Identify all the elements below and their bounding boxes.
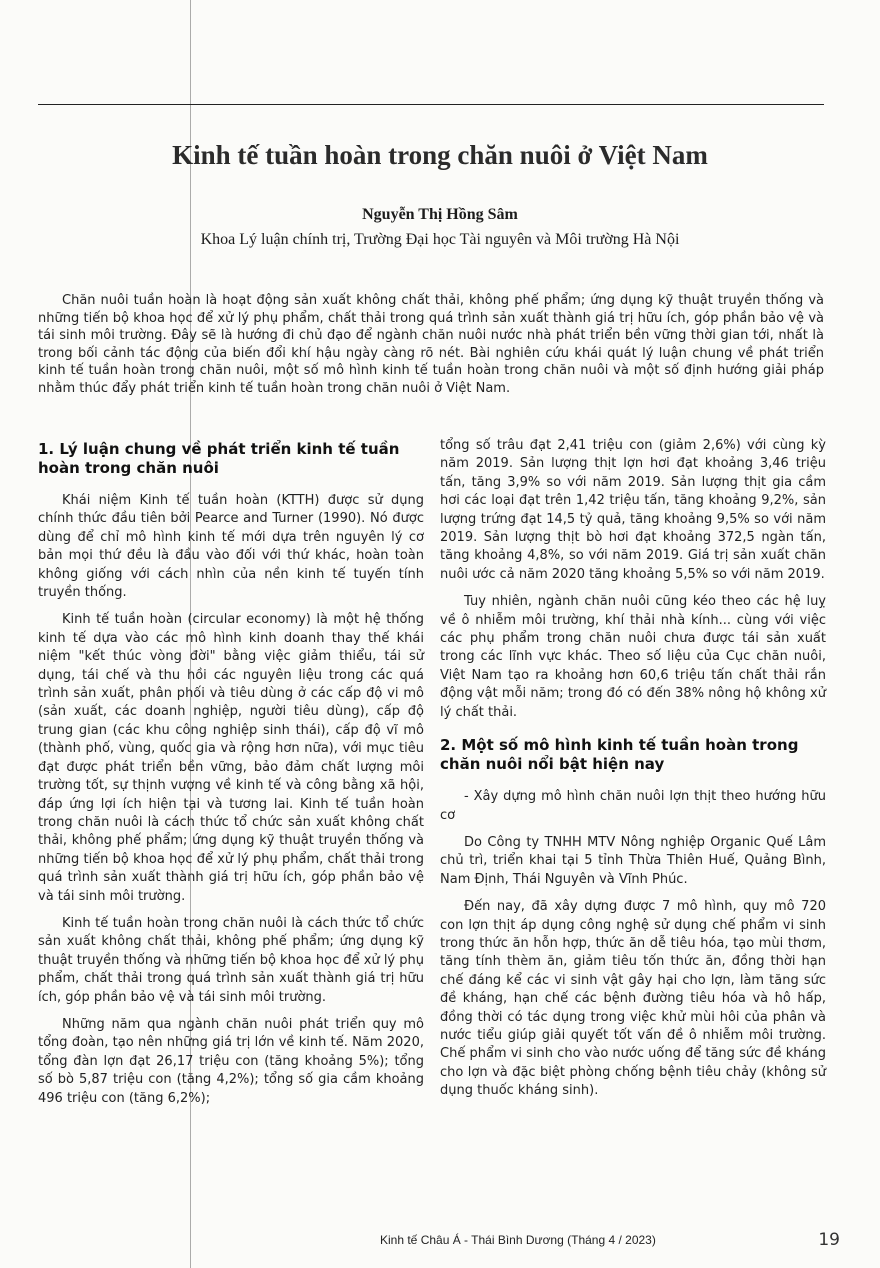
header-rule [38, 104, 824, 105]
article-title: Kinh tế tuần hoàn trong chăn nuôi ở Việt Nam [172, 140, 708, 170]
author-affiliation: Khoa Lý luận chính trị, Trường Đại học Tài nguyên và Môi trường Hà Nội [200, 231, 680, 248]
right-column [440, 437, 826, 1110]
paragraph: Do Công ty TNHH MTV Nông nghiệp Organic Quế Lâm chủ trì, triển khai tại 5 tỉnh Thừa Thiên Huế, Quảng Bình, Nam Định, Thái Nguyên và Vĩnh Phúc. [440, 834, 826, 887]
journal-footer: Kinh tế Châu Á - Thái Bình Dương (Tháng 4 / 2023) [380, 1233, 656, 1247]
paragraph: Kinh tế tuần hoàn (circular economy) là một hệ thống kinh tế dựa vào các mô hình kinh doanh thay thế khái niệm "kết thúc vòng đời" bằng việc giảm thiểu, tái sử dụng, tái chế và thu hồi các nguyên liệu trong các quá trình sản xuất, phân phối và tiêu dùng ở các cấp độ vi mô (sản xuất, các doanh nghiệp, người tiêu dùng), cấp độ trung gian (các khu công nghiệp sinh thái), cấp độ vĩ mô (thành phố, vùng, quốc gia và rộng hơn nữa), với mục tiêu đạt được phát triển bền vững, bảo đảm chất lượng môi trường tốt, sự thịnh vượng về kinh tế và công bằng xã hội, đáp ứng lợi ích hiện tại và tương lai. Kinh tế tuần hoàn trong chăn nuôi là cách thức tổ chức sản xuất không chất thải, không phế phẩm; ứng dụng kỹ thuật truyền thống và những tiến bộ khoa học để xử lý phụ phẩm, chất thải trong quá trình sản xuất thành giá trị hữu ích, góp phần bảo vệ và tái sinh môi trường. [38, 612, 424, 904]
paragraph: Khái niệm Kinh tế tuần hoàn (KTTH) được sử dụng chính thức đầu tiên bởi Pearce and Turner (1990). Nó được dùng để chỉ mô hình kinh tế mới dựa trên nguyên lý cơ bản mọi thứ đều là đầu vào đối với thứ khác, hoàn toàn không giống với cách nhìn của nền kinh tế tuyến tính truyền thống. [38, 493, 424, 601]
section-1-heading: 1. Lý luận chung về phát triển kinh tế tuần hoàn trong chăn nuôi [38, 440, 400, 477]
paragraph: Kinh tế tuần hoàn trong chăn nuôi là cách thức tổ chức sản xuất không chất thải, không phế phẩm; ứng dụng kỹ thuật truyền thống và những tiến bộ khoa học để xử lý phụ phẩm, chất thải trong quá trình sản xuất thành giá trị hữu ích, góp phần bảo vệ và tái sinh môi trường. [38, 915, 424, 1005]
paragraph: Tuy nhiên, ngành chăn nuôi cũng kéo theo các hệ luỵ về ô nhiễm môi trường, khí thải nhà kính... cùng với việc các phụ phẩm trong chăn nuôi chưa được tái sản xuất trong các lĩnh vực khác. Theo số liệu của Cục chăn nuôi, Việt Nam tạo ra khoảng hơn 60,6 triệu tấn chất thải rắn động vật mỗi năm; trong đó có đến 38% nông hộ không xử lý chất thải. [440, 594, 826, 720]
paragraph: Những năm qua ngành chăn nuôi phát triển quy mô tổng đoàn, tạo nên những giá trị lớn về kinh tế. Năm 2020, tổng đàn lợn đạt 26,17 triệu con (tăng khoảng 5%); tổng số bò 5,87 triệu con (tăng 4,2%); tổng số gia cầm khoảng 496 triệu con (tăng 6,2%); [38, 1016, 424, 1106]
abstract: Chăn nuôi tuần hoàn là hoạt động sản xuất không chất thải, không phế phẩm; ứng dụng kỹ thuật truyền thống và những tiến bộ khoa học để xử lý phụ phẩm, chất thải trong quá trình sản xuất thành giá trị hữu ích, góp phần bảo vệ và tái sinh môi trường. Đây sẽ là hướng đi chủ đạo để ngành chăn nuôi nước nhà phát triển bền vững thời gian tới, nhất là trong bối cảnh tác động của biến đổi khí hậu ngày càng rõ nét. Bài nghiên cứu khái quát lý luận chung về phát triển kinh tế tuần hoàn trong chăn nuôi, một số mô hình kinh tế tuần hoàn trong chăn nuôi và một số định hướng giải pháp nhằm thúc đẩy phát triển kinh tế tuần hoàn trong chăn nuôi ở Việt Nam. [38, 293, 824, 396]
page-number: 19 [818, 1230, 840, 1250]
paragraph-continuation: tổng số trâu đạt 2,41 triệu con (giảm 2,6%) với cùng kỳ năm 2019. Sản lượng thịt lợn hơi đạt khoảng 3,46 triệu tấn, tăng 3,9% so với năm 2019. Sản lượng thịt gia cầm hơi các loại đạt trên 1,42 triệu tấn, tăng khoảng 9,2%, sản lượng trứng đạt 14,5 tỷ quả, tăng khoảng 9,5% so với năm 2019. Sản lượng thịt bò hơi đạt khoảng 372,5 ngàn tấn, tăng khoảng 4,8%, so với năm 2019. Giá trị sản xuất chăn nuôi ước cả năm 2020 tăng khoảng 5,5% so với năm 2019. [440, 438, 826, 582]
author-name: Nguyễn Thị Hồng Sâm [362, 206, 518, 223]
paragraph: - Xây dựng mô hình chăn nuôi lợn thịt theo hướng hữu cơ [440, 789, 826, 823]
left-column [38, 440, 424, 1117]
section-2-heading: 2. Một số mô hình kinh tế tuần hoàn trong chăn nuôi nổi bật hiện nay [440, 736, 799, 774]
paragraph: Đến nay, đã xây dựng được 7 mô hình, quy mô 720 con lợn thịt áp dụng công nghệ sử dụng chế phẩm vi sinh trong thức ăn hỗn hợp, thức ăn dễ tiêu hóa, tạo mùi thơm, tăng tính thèm ăn, giảm tiêu tốn thức ăn, đồng thời hạn chế đáng kể các vi sinh vật gây hại cho lợn, làm tăng sức đề kháng, hạn chế các bệnh đường tiêu hóa và hô hấp, đồng thời có tác dụng trong việc khử mùi hôi của phân và nước tiểu giúp giải quyết tốt vấn đề ô nhiễm môi trường. Chế phẩm vi sinh cho vào nước uống để tăng sức đề kháng cho lợn và đặc biệt phòng chống bệnh tiêu chảy (không sử dụng thuốc kháng sinh). [440, 899, 826, 1099]
